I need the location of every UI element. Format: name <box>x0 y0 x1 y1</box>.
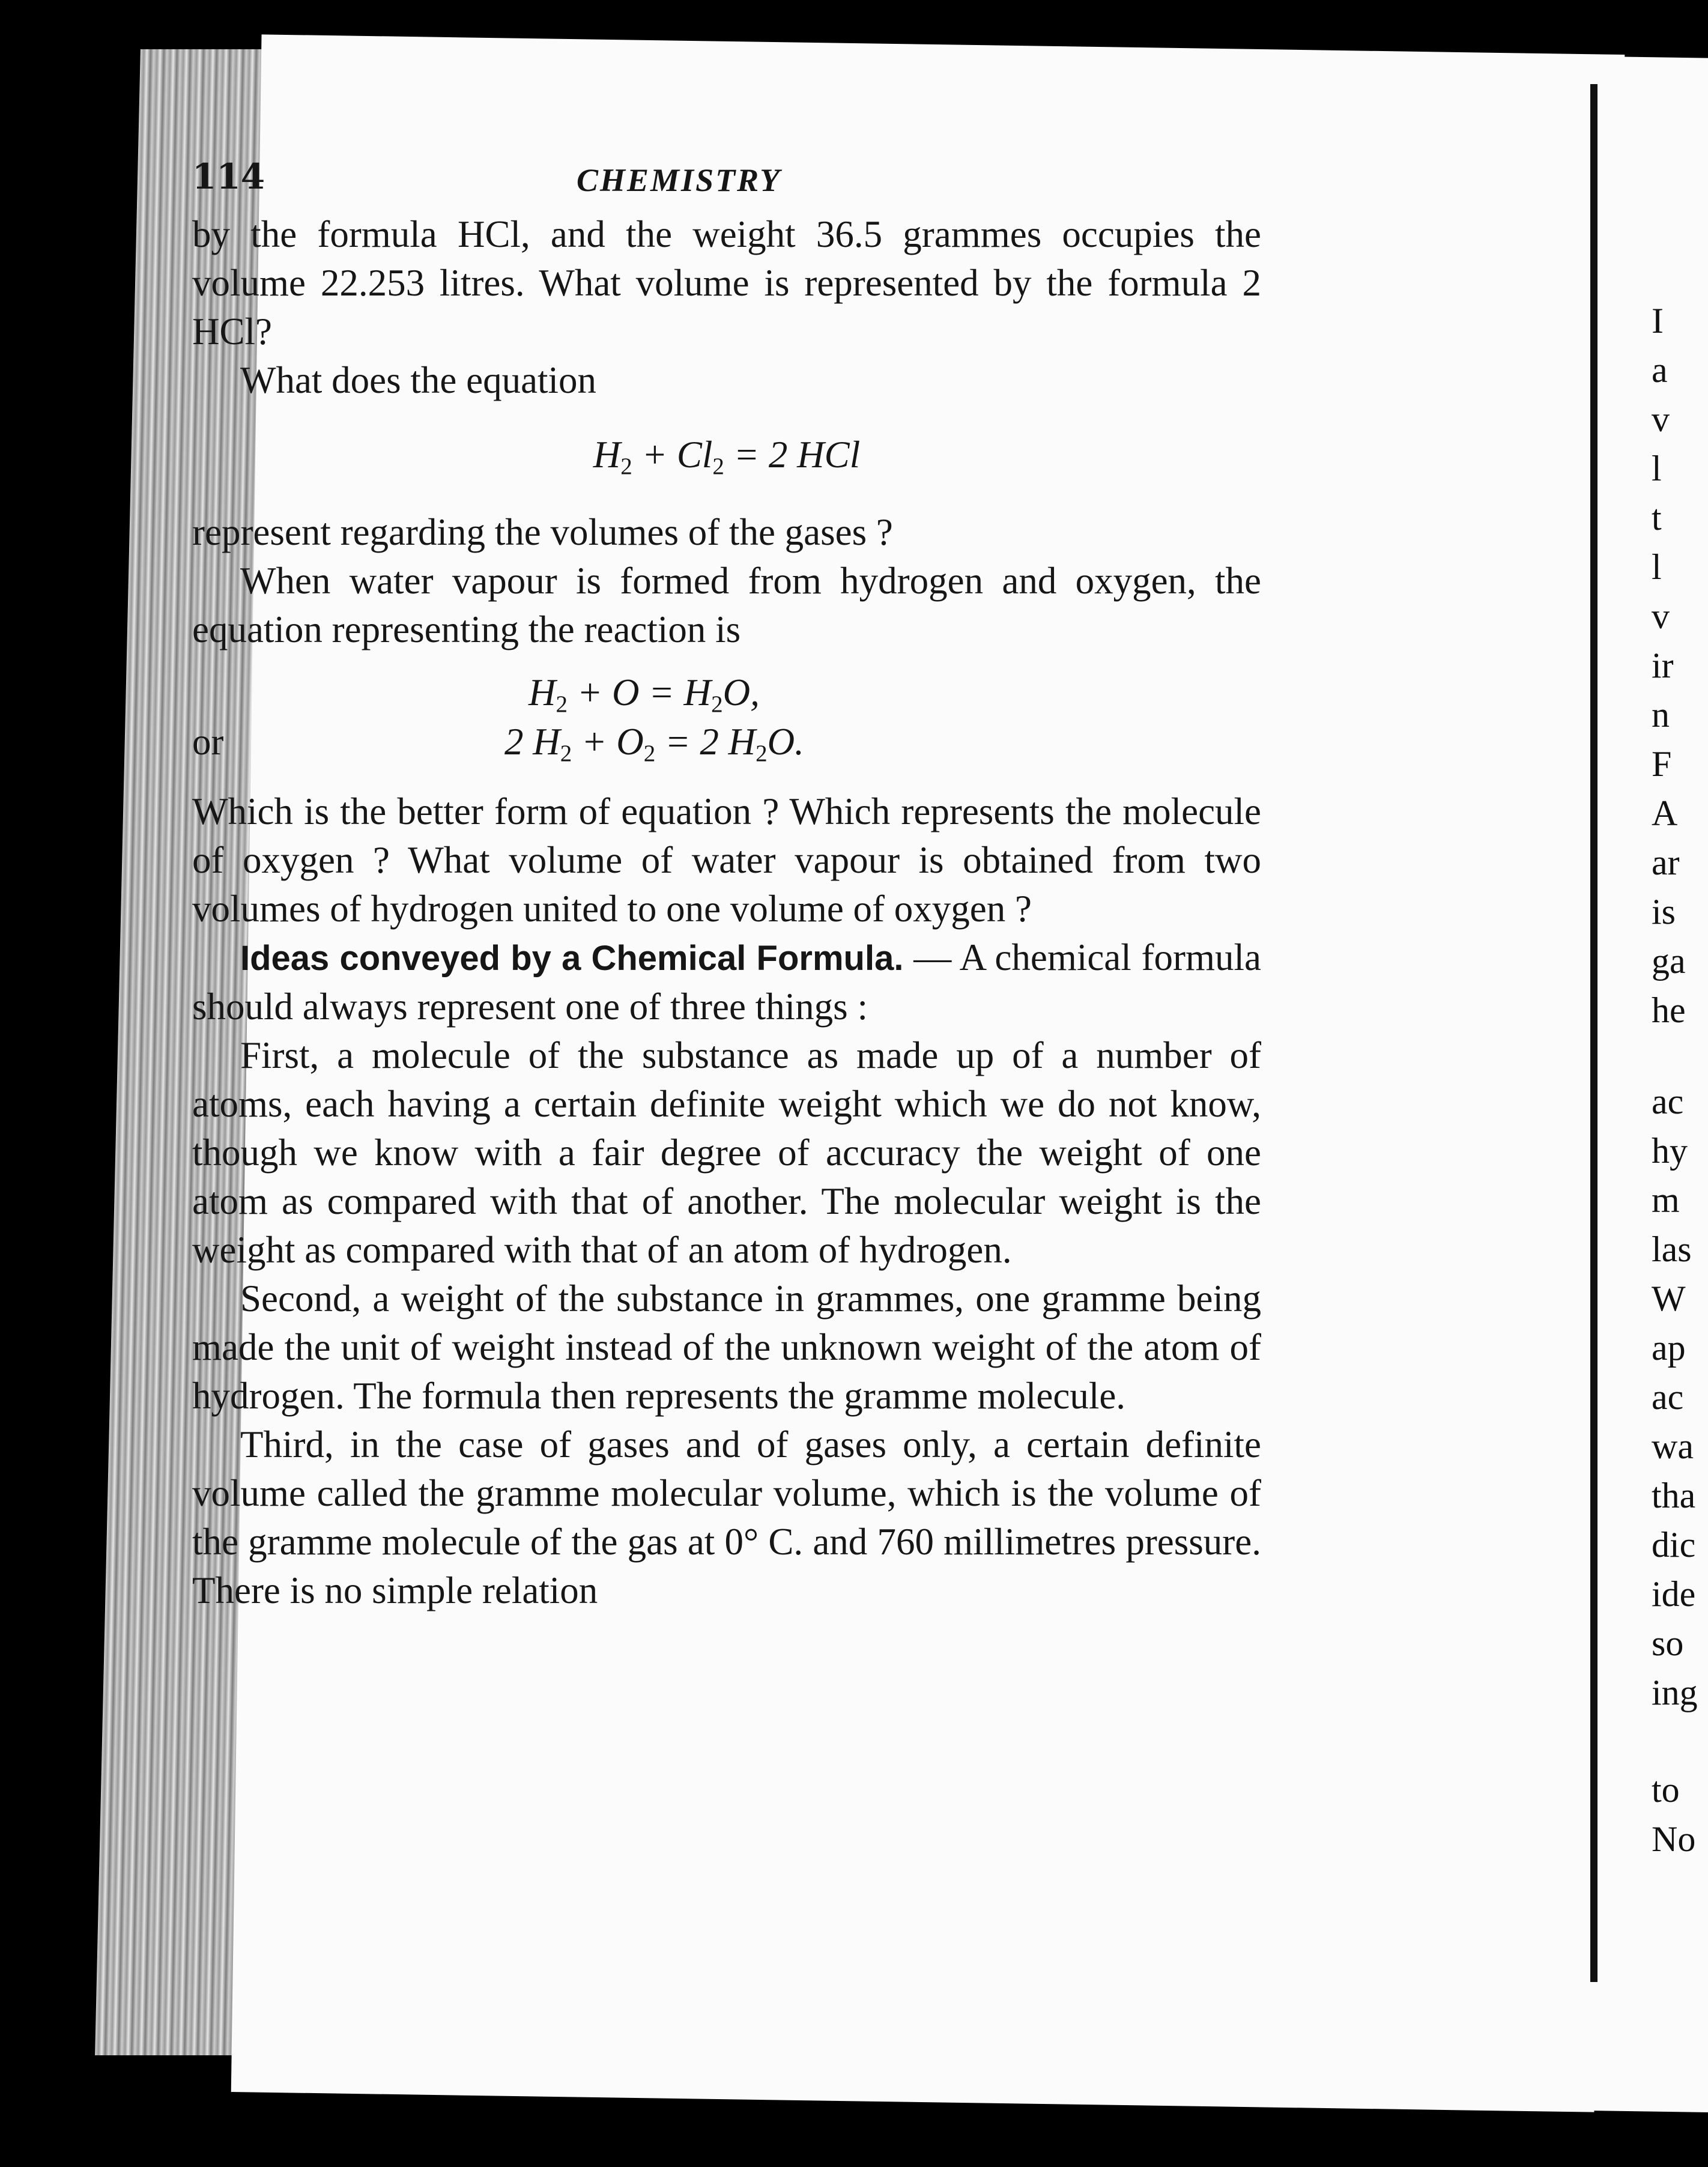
paragraph-5: Which is the better form of equation ? Which represents the molecule of oxygen ? What volume of water vapour is obtained from two volumes of hydrogen united to one volume of oxygen ? <box>192 790 1261 930</box>
right-page-fragment: to <box>1652 1770 1680 1810</box>
right-page-fragment: ap <box>1652 1328 1686 1368</box>
topic-text: — A chemical formula should always represent one of three things : <box>192 936 1261 1028</box>
paragraph-1: by the formula HCl, and the weight 36.5 grammes occupies the volume 22.253 litres. What volume is represented by the formula 2 HCl? <box>192 213 1261 353</box>
equation-water <box>192 668 1261 777</box>
page-content <box>192 138 1261 1615</box>
right-page-fragment: ide <box>1652 1574 1696 1614</box>
right-page-fragment: ar <box>1652 843 1680 882</box>
right-page-fragment: v <box>1652 399 1670 439</box>
right-page-fragment: ac <box>1652 1082 1684 1121</box>
paragraph-third: Third, in the case of gases and of gases only, a certain definite volume called the gramme molecular volume, which is the volume of the gramme molecule of the gas at 0° C. and 760 millimetres pressure. There is no simple relation <box>192 1423 1261 1611</box>
right-page-fragment: ir <box>1652 646 1674 685</box>
right-page-fragment: l <box>1652 547 1662 587</box>
right-page-fragment: wa <box>1652 1426 1694 1466</box>
right-page-fragment: No <box>1652 1819 1696 1859</box>
right-page-fragment: ac <box>1652 1377 1684 1417</box>
right-page-fragment: v <box>1652 596 1670 636</box>
right-page-fragment: m <box>1652 1180 1680 1220</box>
right-page-fragment: a <box>1652 350 1668 390</box>
topic-heading: Ideas conveyed by a Chemical Formula. <box>240 938 904 978</box>
right-page-fragment: las <box>1652 1229 1692 1269</box>
page-number: 114 <box>192 156 265 197</box>
right-page-fragment: ing <box>1652 1673 1698 1712</box>
equation-water-line-2: 2 $H_2 + O_2 = 2$ $H_2O$. <box>504 720 804 766</box>
right-page-fragment: is <box>1652 892 1676 932</box>
paragraph-second: Second, a weight of the substance in grammes, one gramme being made the unit of weight instead of the unknown weight of the atom of hydrogen. The formula then represents the gramme molecule. <box>192 1277 1261 1417</box>
right-page-fragment: he <box>1652 990 1686 1030</box>
right-page-fragment: ga <box>1652 941 1686 981</box>
right-page-fragment: W <box>1652 1279 1686 1318</box>
topic-paragraph <box>192 933 1261 1031</box>
right-page-fragment: hy <box>1652 1131 1688 1171</box>
equation-hcl: $H_2 + Cl_2 = 2$ HCl <box>593 434 861 479</box>
right-page-fragment: t <box>1652 498 1662 538</box>
right-page-fragments <box>1652 300 1708 1922</box>
right-page-fragment: l <box>1652 449 1662 488</box>
right-page-fragment: I <box>1652 301 1664 341</box>
book-gutter <box>1590 84 1597 1982</box>
paragraph-4: When water vapour is formed from hydrogen and oxygen, the equation representing the reaction is <box>192 559 1261 650</box>
right-page-fragment: dic <box>1652 1525 1696 1565</box>
paragraph-first: First, a molecule of the substance as made up of a number of atoms, each having a certain definite weight which we do not know, though we know with a fair degree of accuracy the weight of one atom as compared with that of another. The molecular weight is the weight as compared with that of an atom of hydrogen. <box>192 1034 1261 1271</box>
right-page-fragment: n <box>1652 695 1670 735</box>
right-page-fragment: so <box>1652 1623 1684 1663</box>
equation-water-line-1: $H_2 + O = H_2O$, <box>528 671 760 717</box>
right-page-fragment: tha <box>1652 1476 1696 1515</box>
running-head: CHEMISTRY <box>577 162 782 198</box>
right-page-fragment: A <box>1652 793 1678 833</box>
right-page-fragment: F <box>1652 744 1672 784</box>
paragraph-3: represent regarding the volumes of the gases ? <box>192 511 893 553</box>
paragraph-2: What does the equation <box>240 359 597 401</box>
equation-or-label: or <box>192 720 224 763</box>
page-header <box>192 138 1261 210</box>
